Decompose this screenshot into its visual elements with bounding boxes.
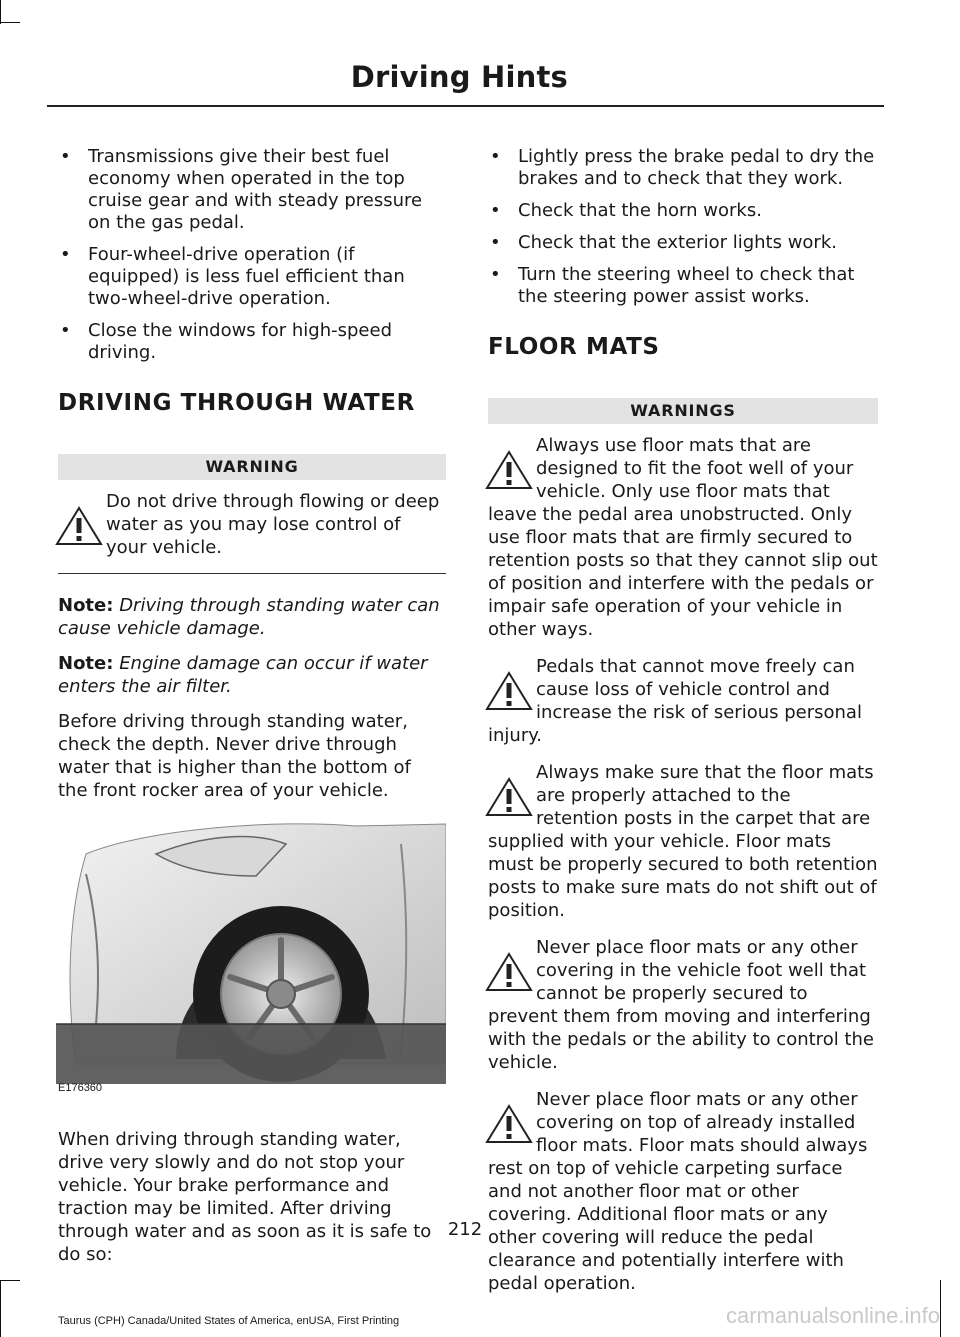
crop-mark-bottom-left xyxy=(0,1280,1,1337)
section-heading-floor-mats: FLOOR MATS xyxy=(488,334,660,360)
warning-text: Do not drive through flowing or deep water as you may lose control of your vehicle. xyxy=(106,491,440,558)
warning-header: WARNING xyxy=(58,454,446,480)
warning-text: Never place floor mats or any other covering in the vehicle foot well that cannot be properly secured to prevent them from moving and interfering with the pedals or the ability to control the vehicle. xyxy=(488,937,874,1073)
list-item: • Transmissions give their best fuel economy when operated in the top cruise gear and with steady pressure on the gas pedal. xyxy=(60,146,423,233)
crop-mark-top-left-h xyxy=(0,22,20,23)
after-water-checklist xyxy=(488,146,878,308)
page-number: 212 xyxy=(447,1219,483,1240)
watermark: carmanualsonline.info xyxy=(725,1303,940,1328)
list-item: • Close the windows for high-speed driving. xyxy=(60,320,392,363)
list-item: • Check that the exterior lights work. xyxy=(490,232,837,253)
warnings-header: WARNINGS xyxy=(488,398,878,424)
left-column xyxy=(58,146,446,1278)
fuel-economy-list xyxy=(58,146,446,364)
paragraph-depth-check: Before driving through standing water, check the depth. Never drive through water that is higher than the bottom of the front rocker area of your vehicle. xyxy=(58,711,411,801)
warning-block xyxy=(488,761,878,922)
warning-text: Pedals that cannot move freely can cause loss of vehicle control and increase the risk of serious personal injury. xyxy=(488,656,862,746)
list-item: • Check that the horn works. xyxy=(490,200,762,221)
crop-mark-top-left xyxy=(0,0,1,24)
warning-text: Never place floor mats or any other covering on top of already installed floor mats. Floor mats should always rest on top of vehicle carpeting surface and not another floor mat or other covering. Additional floor mats or any other covering will reduce the pedal clearance and potentially interfere with pedal operation. xyxy=(488,1089,868,1294)
warning-triangle-icon xyxy=(484,448,534,492)
warning-triangle-icon xyxy=(484,950,534,994)
bullet-glyph: • xyxy=(60,244,71,265)
header-divider xyxy=(47,105,884,107)
warning-block xyxy=(488,434,878,641)
note: Note: Driving through standing water can cause vehicle damage. xyxy=(58,595,440,639)
crop-mark-bottom-left-h xyxy=(0,1280,20,1281)
car-wheel-illustration xyxy=(56,814,446,1104)
list-item: • Turn the steering wheel to check that the steering power assist works. xyxy=(490,264,855,307)
list-item: • Lightly press the brake pedal to dry the brakes and to check that they work. xyxy=(490,146,875,189)
warning-block xyxy=(58,490,446,559)
bullet-glyph: • xyxy=(490,146,501,167)
warning-triangle-icon xyxy=(54,504,104,548)
warning-block xyxy=(488,936,878,1074)
warning-divider xyxy=(58,573,446,574)
crop-mark-bottom-right xyxy=(940,1280,941,1337)
warning-triangle-icon xyxy=(484,1102,534,1146)
warning-text: Always use floor mats that are designed to fit the foot well of your vehicle. Only use floor mats that leave the pedal area unobstructed. Only use floor mats that are firmly secured to retention posts so that they cannot slip out of position and interfere with the pedals or impair safe operation of your vehicle in other ways. xyxy=(488,435,878,640)
section-heading-water: DRIVING THROUGH WATER xyxy=(58,390,415,416)
footer-publication-info: Taurus (CPH) Canada/United States of America, enUSA, First Printing xyxy=(58,1315,400,1327)
warning-triangle-icon xyxy=(484,775,534,819)
bullet-glyph: • xyxy=(490,232,501,253)
paragraph-after-water: When driving through standing water, drive very slowly and do not stop your vehicle. Your brake performance and traction may be limited. After driving through water and as soon as it is safe to do so: xyxy=(58,1129,432,1265)
figure-water-depth xyxy=(56,814,446,1104)
warning-block xyxy=(488,655,878,747)
bullet-glyph: • xyxy=(60,146,71,167)
page-title: Driving Hints xyxy=(350,60,568,94)
bullet-glyph: • xyxy=(490,200,501,221)
warning-block xyxy=(488,1088,878,1295)
right-column xyxy=(488,146,878,1309)
list-item: • Four-wheel-drive operation (if equipped) is less fuel efficient than two-wheel-drive operation. xyxy=(60,244,405,309)
warning-text: Always make sure that the floor mats are properly attached to the retention posts in the carpet that are supplied with your vehicle. Floor mats must be properly secured to both retention posts to make sure mats do not shift out of position. xyxy=(488,762,878,921)
warning-triangle-icon xyxy=(484,669,534,713)
figure-code: E176360 xyxy=(58,1082,103,1094)
note: Note: Engine damage can occur if water enters the air filter. xyxy=(58,653,428,697)
bullet-glyph: • xyxy=(60,320,71,341)
bullet-glyph: • xyxy=(490,264,501,285)
